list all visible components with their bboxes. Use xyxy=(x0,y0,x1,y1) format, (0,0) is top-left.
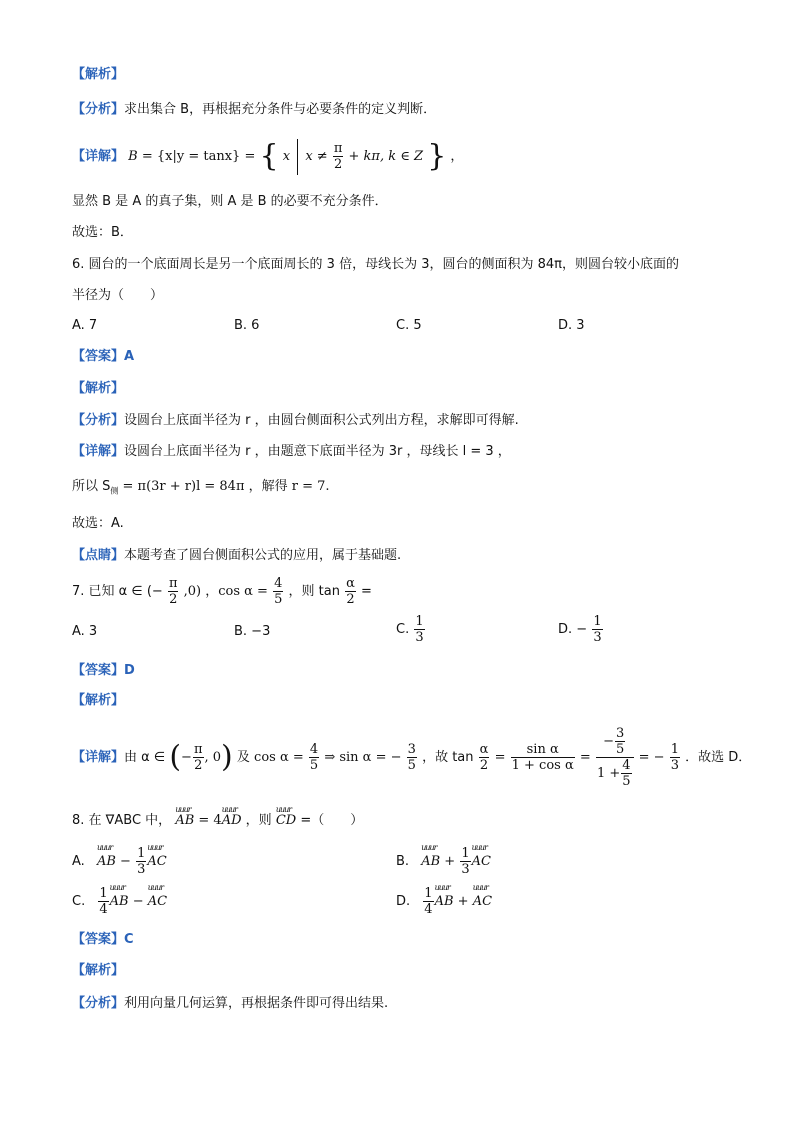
q7-stem-a: 7. 已知 α ∈ (− xyxy=(72,584,163,599)
q7-stem xyxy=(72,574,372,610)
set-b-expr: = {x|y = tanx} = xyxy=(141,149,260,164)
q7-detail: 【详解】由 α ∈ (− $\frac{\pi}{2}$ , 0) 及 cos α = $\frac{4}{5}$ ⇒ sin α = − $\frac{3}{5}$ ，故 tan $\frac{\alpha}{2}$ = $\frac{\text{sin α}}{\text{1 + cos α}}$ = − $\frac{3}{5}$ 1 + $\frac{4}{5}$ = − $\frac{1}{3}$ ．故选 D． xyxy=(72,726,752,789)
detail-tag: 【详解】 xyxy=(72,149,125,164)
q7-you: 由 α ∈ xyxy=(124,750,166,765)
set-condition-tail: + kπ, k ∈ Z xyxy=(348,149,424,164)
q7-option-a: A. 3 xyxy=(72,624,98,639)
q8-stem-b: ，则 xyxy=(245,813,272,828)
q7-stem-b: ,0) ，cos α = xyxy=(183,584,268,599)
q6-formula xyxy=(72,478,330,501)
q6-stem-line1: 6. 圆台的一个底面周长是另一个底面周长的 3 倍，母线长为 3，圆台的侧面积为 84π，则圆台较小底面的 xyxy=(72,257,679,272)
q8-analysis xyxy=(72,995,388,1013)
q6-formula-text: = π(3r + r)l = 84π ，解得 r = 7. xyxy=(118,479,330,494)
q6-sub: 侧 xyxy=(110,486,119,496)
detail-set-b xyxy=(72,137,463,177)
q7-implies-sin: ⇒ sin α = − xyxy=(324,750,402,765)
q6-answer: 【答案】A xyxy=(72,349,135,364)
q8-option-d: D. $\frac{1}{4}$ uuur AB + uuur AC xyxy=(396,886,492,917)
pi-over-2: $\frac{\pi}{2}$ xyxy=(333,141,343,172)
q6-detail-text: 设圆台上底面半径为 r ，由题意下底面半径为 3r ，母线长 l = 3 ， xyxy=(124,444,511,459)
select-answer: 故选：B． xyxy=(72,225,133,240)
q8-analysis-tag: 【分析】 xyxy=(72,996,125,1011)
q7-detail-tag: 【详解】 xyxy=(72,750,125,765)
set-b-symbol: B xyxy=(128,149,138,164)
q6-detail xyxy=(72,443,511,461)
left-paren: ( xyxy=(169,739,182,775)
q7-three-fifths: $\frac{3}{5}$ xyxy=(407,742,416,773)
q6-stem-line2: 半径为（ ） xyxy=(72,288,164,303)
left-brace: { xyxy=(259,138,279,174)
q6-option-b: B. 6 xyxy=(234,318,260,333)
q8-vec-ab: uuur AB xyxy=(175,812,194,830)
analysis-paragraph xyxy=(72,101,436,119)
right-paren: ) xyxy=(221,739,233,775)
q8-stem: 8. 在 ∇ABC 中， uuur AB = 4uuur AD ，则 uuur CD =（ ） xyxy=(72,812,363,830)
q7-option-b: B. −3 xyxy=(234,624,271,639)
q7-ji-cos: 及 cos α = xyxy=(236,750,304,765)
q6-comment-text: 本题考查了圆台侧面积公式的应用，属于基础题. xyxy=(124,548,402,563)
q7-answer: 【答案】D xyxy=(72,663,135,678)
q8-answer: 【答案】C xyxy=(72,932,134,947)
q8-option-a: A. uuur AB − $\frac{1}{3}$ uuur AC xyxy=(72,846,167,877)
q7-final: ．故选 D． xyxy=(685,750,752,765)
q7-option-d: D. − $\frac{1}{3}$ xyxy=(558,614,602,645)
q6-analysis-tag: 【分析】 xyxy=(72,413,125,428)
q6-option-a: A. 7 xyxy=(72,318,98,333)
q6-analysis-header: 【解析】 xyxy=(72,381,125,396)
q7-option-c: C. $\frac{1}{3}$ xyxy=(396,614,424,645)
q7-one-third-c: $\frac{1}{3}$ xyxy=(415,614,424,645)
q8-vec-cd: uuur CD xyxy=(276,812,296,830)
analysis-header: 【解析】 xyxy=(72,67,125,82)
q7-sin-over-1pluscos: $\frac{\text{sin α}}{\text{1 + cos α}}$ xyxy=(511,742,574,773)
q7-alpha-over-2: $\frac{\alpha}{2}$ xyxy=(346,576,355,607)
q8-stem-c: =（ ） xyxy=(296,813,364,828)
q8-analysis-header: 【解析】 xyxy=(72,963,125,978)
comma: ， xyxy=(450,149,464,164)
q7-gu-tan: ，故 tan xyxy=(422,750,474,765)
q6-comment xyxy=(72,547,401,565)
q8-stem-a: 8. 在 ∇ABC 中， xyxy=(72,813,172,828)
q6-select: 故选：A. xyxy=(72,516,124,531)
q8-vec-ad: uuur AD xyxy=(222,812,242,830)
q7-four-fifths: $\frac{4}{5}$ xyxy=(274,576,283,607)
analysis-text: 求出集合 B，再根据充分条件与必要条件的定义判断． xyxy=(124,102,437,117)
right-brace: } xyxy=(427,138,447,174)
q7-one-third-d: $\frac{1}{3}$ xyxy=(593,614,602,645)
q7-stem-c: ，则 tan xyxy=(288,584,340,599)
set-var: x xyxy=(282,149,291,164)
q7-result-one-third: $\frac{1}{3}$ xyxy=(670,742,679,773)
q6-analysis xyxy=(72,412,519,430)
q7-pi-over-2: $\frac{\pi}{2}$ xyxy=(168,576,178,607)
set-condition: x ≠ xyxy=(305,149,328,164)
q6-analysis-text: 设圆台上底面半径为 r ，由圆台侧面积公式列出方程，求解即可得解. xyxy=(124,413,519,428)
q6-comment-tag: 【点睛】 xyxy=(72,548,125,563)
conclusion-text: 显然 B 是 A 的真子集，则 A 是 B 的必要不充分条件． xyxy=(72,194,388,209)
q8-analysis-text: 利用向量几何运算，再根据条件即可得出结果. xyxy=(124,996,389,1011)
q6-option-d: D. 3 xyxy=(558,318,585,333)
q6-option-c: C. 5 xyxy=(396,318,422,333)
q6-suoyi: 所以 S xyxy=(72,479,111,494)
q6-detail-tag: 【详解】 xyxy=(72,444,125,459)
q7-stem-d: = xyxy=(361,584,372,599)
q7-detail-pi-over-2: $\frac{\pi}{2}$ xyxy=(193,742,203,773)
q8-option-c: C. $\frac{1}{4}$ uuur AB − uuur AC xyxy=(72,886,167,917)
q7-compound-fraction: − $\frac{3}{5}$ 1 + $\frac{4}{5}$ xyxy=(596,726,634,789)
analysis-tag: 【分析】 xyxy=(72,102,125,117)
set-divider xyxy=(297,139,298,175)
q7-analysis-header: 【解析】 xyxy=(72,693,125,708)
q7-detail-alpha-over-2: $\frac{\alpha}{2}$ xyxy=(479,742,489,773)
q7-detail-four-fifths: $\frac{4}{5}$ xyxy=(309,742,319,773)
q8-option-b: B. uuur AB + $\frac{1}{3}$ uuur AC xyxy=(396,846,491,877)
